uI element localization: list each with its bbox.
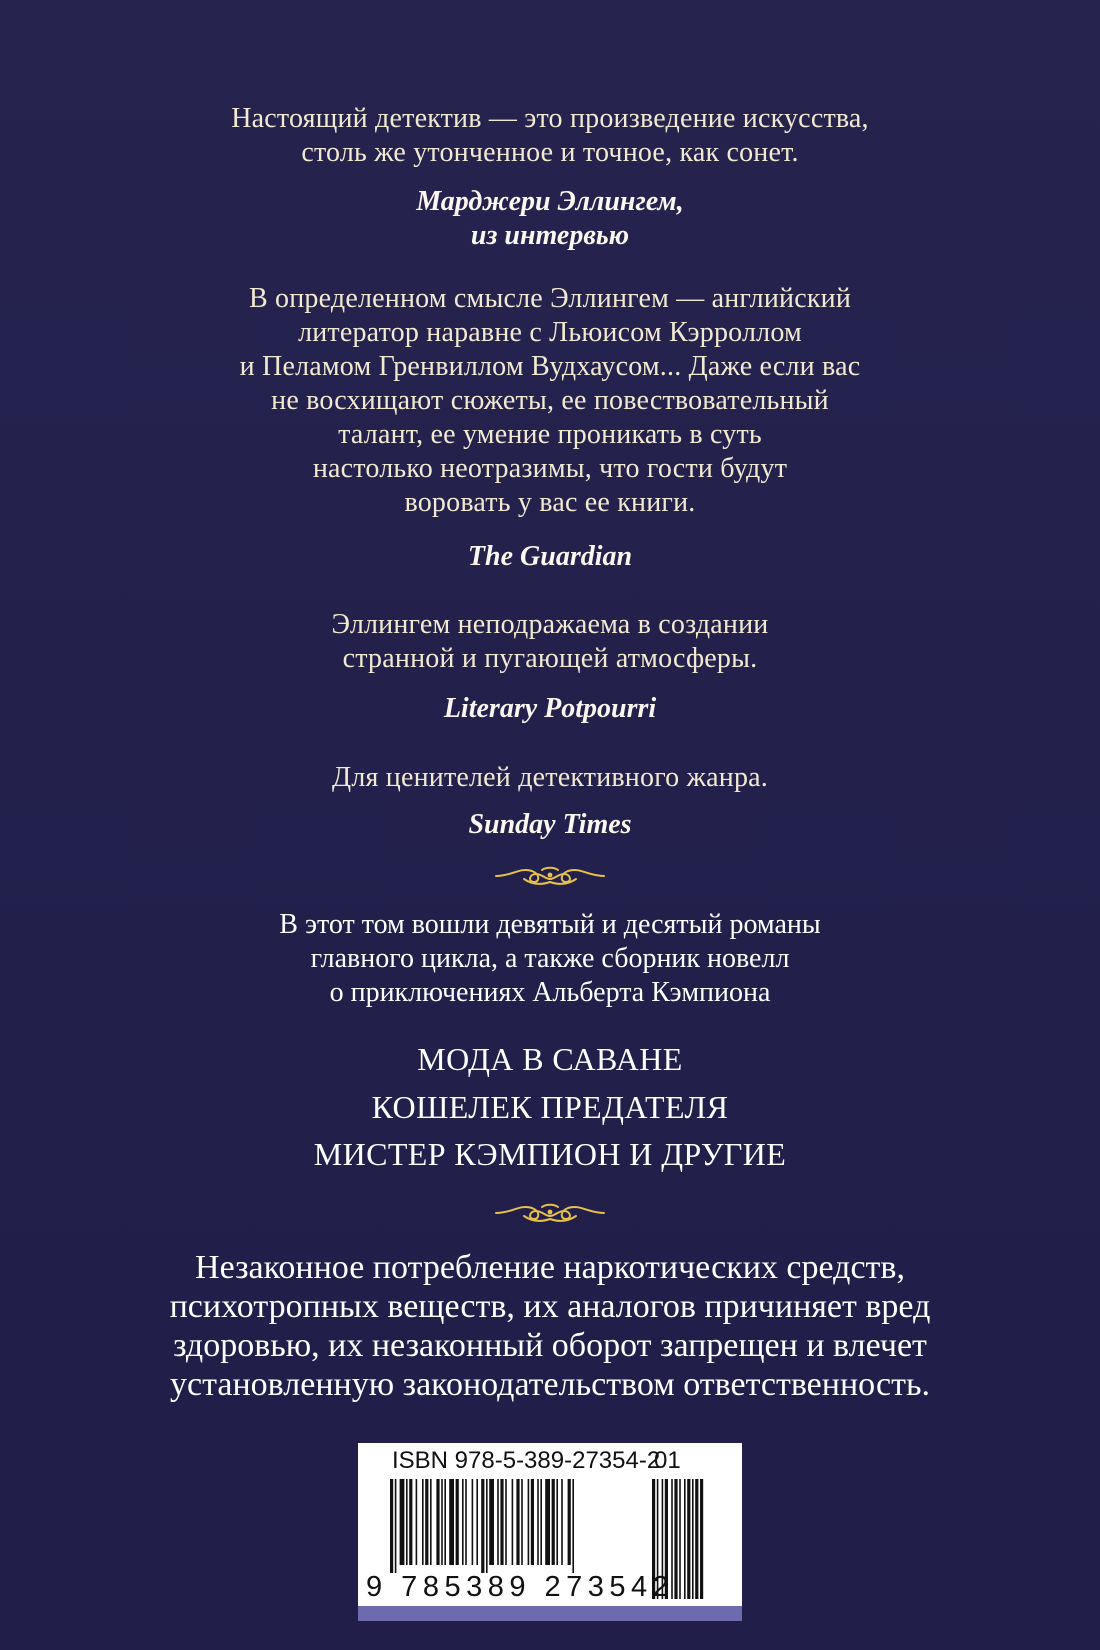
barcode-bar [444,1479,446,1565]
review-attribution-4 [0,808,1100,842]
review-quote-4 [0,761,1100,795]
review-4-line-1: Для ценителей детективного жанра. [332,762,768,793]
contents-note-line-2: главного цикла, а также сборник новелл [310,943,790,974]
book-title-1: МОДА В САВАНЕ [417,1041,683,1077]
barcode-addon-bar [700,1479,703,1599]
review-3-line-2: странной и пугающей атмосферы. [342,643,758,674]
barcode-bar [400,1479,405,1565]
review-attribution-2 [0,540,1100,574]
review-2-line-1: В определенном смысле Эллингем — английский [248,283,852,314]
barcode-bar [521,1479,523,1565]
review-1-line-1: Настоящий детектив — это произведение искусства, [231,103,869,134]
barcode-bar [462,1479,464,1565]
barcode-bar [497,1479,499,1565]
barcode-bar [406,1479,408,1565]
isbn-barcode [358,1443,742,1621]
barcode-bar [422,1479,424,1565]
barcode-bar [528,1479,530,1565]
barcode-bar [545,1479,550,1565]
barcode-addon-bar [674,1479,677,1599]
barcode-color-strip [358,1606,742,1621]
barcode-addon-code: 01 [654,1447,681,1474]
legal-warning-line-4: установленную законодательством ответственность. [170,1366,930,1403]
barcode-bar [481,1479,484,1573]
review-2-line-4: не восхищают сюжеты, ее повествовательный [271,385,829,416]
barcode-bar [486,1479,488,1573]
barcode-bar [390,1479,393,1573]
barcode-addon-bar [679,1479,681,1599]
gold-scroll-flourish-icon [0,1199,1100,1232]
barcode-bar [556,1479,558,1565]
barcode-bar [568,1479,571,1565]
barcode-bar [472,1479,474,1565]
contents-note [0,908,1100,1010]
barcode-addon-bar [692,1479,694,1599]
barcode-bar [552,1479,555,1565]
review-2-line-3: и Пеламом Гренвиллом Вудхаусом... Даже если вас [239,351,861,382]
review-1-author: Марджери Эллингем, [416,186,684,217]
barcode-bar [489,1479,494,1565]
barcode-addon-bar [684,1479,686,1599]
barcode-addon-bar [695,1479,698,1599]
legal-warning [0,1248,1100,1404]
review-2-line-6: настолько неотразимы, что гости будут [312,453,788,484]
barcode-bar [436,1479,439,1565]
barcode-bar [425,1479,428,1565]
barcode-bar [416,1479,418,1565]
legal-warning-line-3: здоровью, их незаконный оборот запрещен и влечет [173,1327,927,1364]
review-quote-1 [0,102,1100,170]
barcode-bar [516,1479,519,1565]
gold-scroll-flourish-icon [0,862,1100,895]
review-2-line-7: воровать у вас ее книги. [404,487,696,518]
review-1-source: из интервью [470,220,630,251]
barcode-bar [456,1479,459,1565]
legal-warning-line-1: Незаконное потребление наркотических средств, [195,1249,905,1286]
review-3-line-1: Эллингем неподражаема в создании [331,609,769,640]
barcode-bar [465,1479,467,1565]
ean-digits: 9 785389 273542 [366,1571,675,1603]
review-2-source: The Guardian [467,541,633,572]
barcode-bar [449,1479,454,1565]
barcode-bar [409,1479,412,1565]
contents-note-line-1: В этот том вошли девятый и десятый романы [279,909,821,940]
review-2-line-5: талант, ее умение проникать в суть [338,419,762,450]
review-3-source: Literary Potpourri [443,693,657,724]
barcode-bar [476,1479,478,1565]
review-2-line-2: литератор наравне с Льюисом Кэрроллом [298,317,802,348]
barcode-bar [505,1479,507,1565]
barcode-bar [561,1479,563,1565]
barcode-bar [441,1479,443,1565]
barcode-bar [572,1479,574,1573]
review-4-source: Sunday Times [468,809,632,840]
barcode-bar [531,1479,534,1565]
review-1-line-2: столь же утонченное и точное, как сонет. [301,137,799,168]
book-title-2: КОШЕЛЕК ПРЕДАТЕЛЯ [371,1089,729,1125]
book-title-3: МИСТЕР КЭМПИОН И ДРУГИЕ [313,1136,787,1172]
review-attribution-1 [0,185,1100,253]
barcode-bar [540,1479,542,1565]
barcode-bar [430,1479,432,1565]
legal-warning-line-2: психотропных веществ, их аналогов причиняет вред [169,1288,931,1325]
review-quote-3 [0,608,1100,676]
barcode-bar [512,1479,514,1565]
barcode-bar [537,1479,539,1565]
barcode-bar [395,1479,397,1573]
barcode-addon-bar [687,1479,690,1599]
review-attribution-3 [0,692,1100,726]
isbn-label: ISBN 978-5-389-27354-2 [392,1447,661,1474]
barcode-bar [500,1479,503,1565]
contents-note-line-3: о приключениях Альберта Кэмпиона [329,977,771,1008]
review-quote-2 [0,282,1100,520]
